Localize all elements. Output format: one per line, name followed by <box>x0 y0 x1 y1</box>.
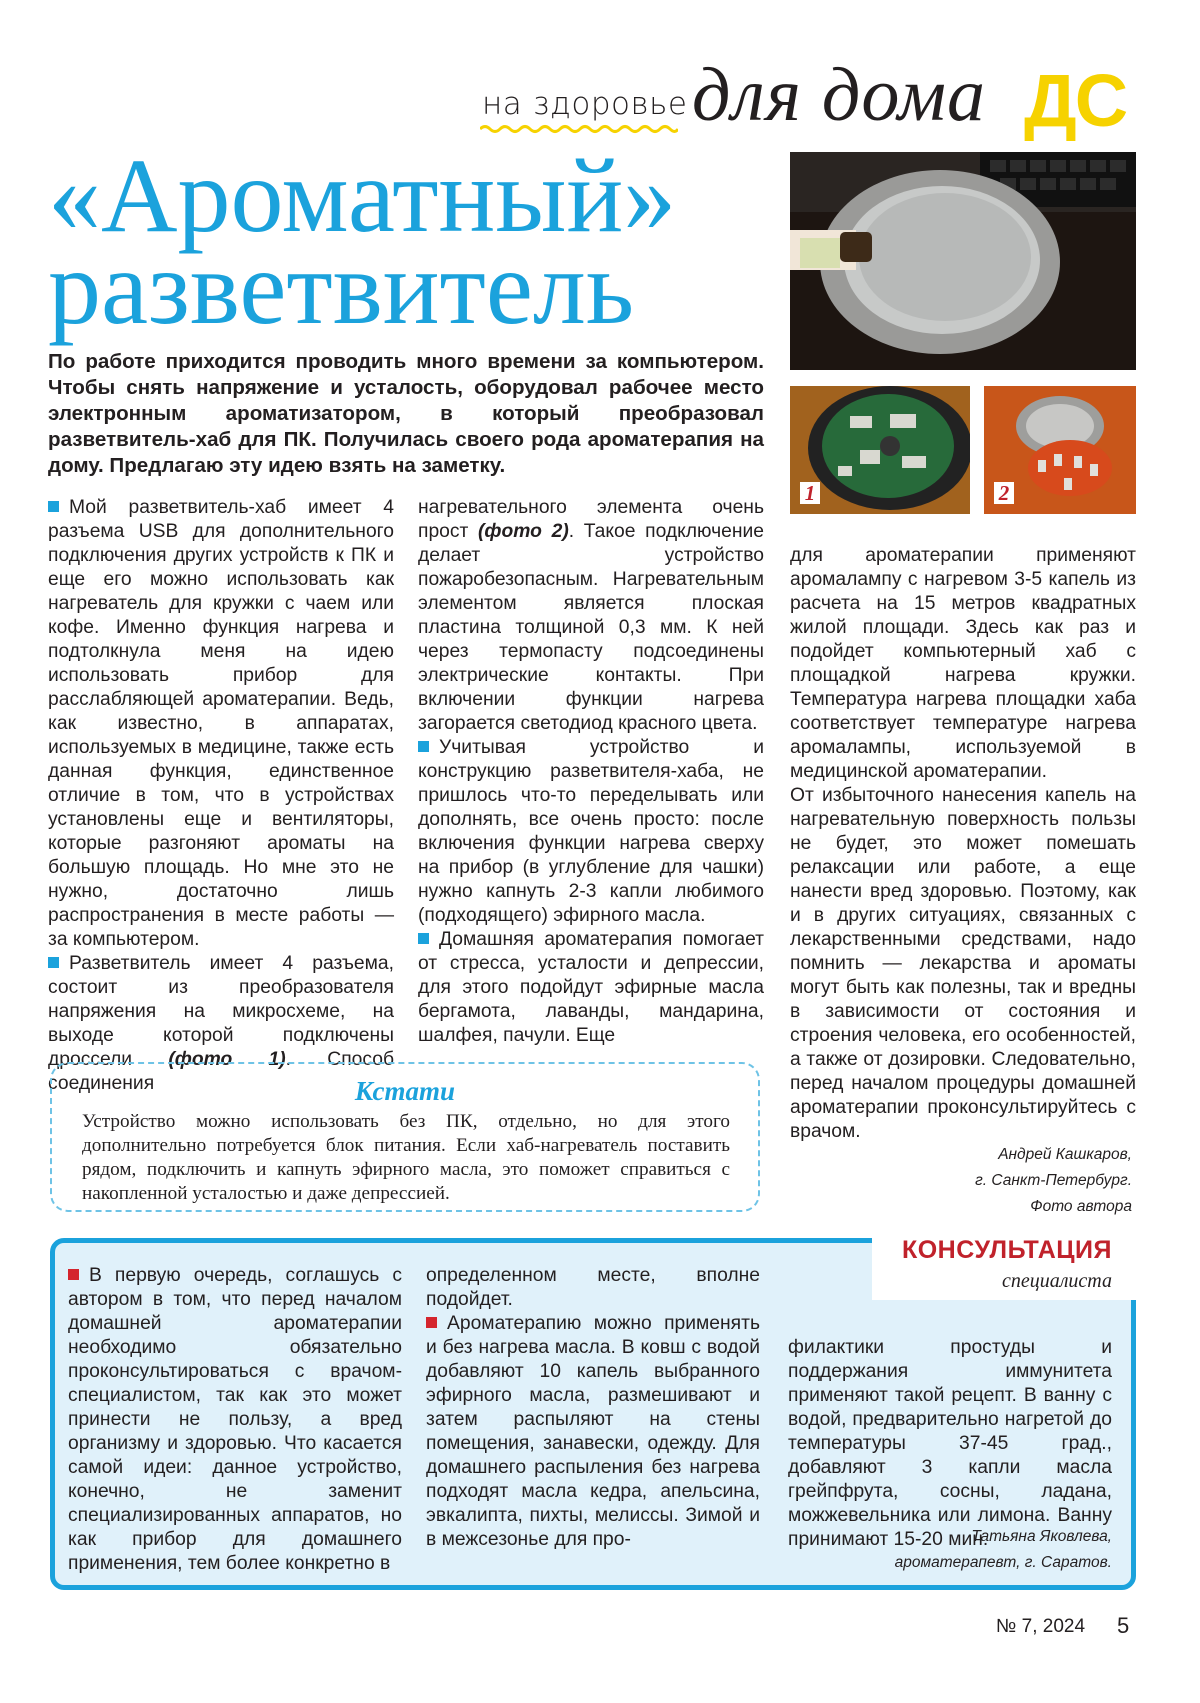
author-signature <box>790 1142 1132 1220</box>
body-column-3 <box>790 544 1136 1144</box>
bullet-square-icon <box>48 501 59 512</box>
bullet-square-icon <box>48 957 59 968</box>
paragraph: От избыточного нанесения капель на нагревательную поверхность пользы не будет, это может помешать релаксации или работе, а еще нанести вред здоровью. Поэтому, как и в других ситуациях, связанных с лекарственными средствами, надо помнить — лекарства и ароматы могут быть как полезны, так и вредны в зависимости от состояния и строения человека, его особенностей, а также от дозировки. Следовательно, перед началом процедуры домашней ароматерапии проконсультируйтесь с врачом. <box>790 785 1136 1142</box>
wavy-underline <box>480 124 678 134</box>
consultation-subtitle: специалиста <box>1001 1270 1112 1292</box>
title-line-2: разветвитель <box>48 229 635 346</box>
paragraph: филактики простуды и поддержания иммунитета применяют такой рецепт. В ванну с водой, предварительно нагретой до температуры 37-45 град., добавляют 3 капли масла грейпфрута, сосны, ладана, можжевельника или лимона. Ванну принимают 15-20 мин. <box>788 1337 1112 1550</box>
paragraph: Учитывая устройство и конструкцию разветвителя-хаба, не пришлось что-то переделывать или дополнять, все очень просто: после включения функции нагрева сверху на прибор (в углубление для чашки) нужно капнуть 2-3 капли любимого (подходящего) эфирного масла. <box>418 737 764 926</box>
paragraph: нагревательного элемента очень прост (фото 2). Такое подключение делает устройство пожаробезопасным. Нагревательным элементом является плоская пластина толщиной 0,3 мм. К ней через термопасту подсоединены электрические контакты. При включении функции нагрева загорается светодиод красного цвета. <box>418 497 764 734</box>
article-lead: По работе приходится проводить много времени за компьютером. Чтобы снять напряжение и усталость, оборудовал рабочее место электронным ароматизатором, в который преобразовал разветвитель-хаб для ПК. Получилась своего рода ароматерапия на дому. Предлагаю эту идею взять на заметку. <box>48 350 764 477</box>
photo-label-1: 1 <box>800 482 820 504</box>
photo-2 <box>984 386 1136 514</box>
page-number: 5 <box>1117 1613 1130 1638</box>
section-label: на здоровье <box>482 86 688 122</box>
photo-1 <box>790 386 970 514</box>
body-column-1 <box>48 496 394 1096</box>
photo-credit: Фото автора <box>1030 1198 1132 1215</box>
author-name: Андрей Кашкаров, <box>998 1146 1132 1163</box>
photo-reference: (фото 2) <box>478 521 569 542</box>
section-title: для дома <box>692 53 986 137</box>
paragraph: Разветвитель имеет 4 разъема, состоит из преобразователя напряжения на микросхеме, на выходе которой подключены дроссели (фото 1). Способ соединения <box>48 953 394 1094</box>
paragraph: определенном месте, вполне подойдет. <box>426 1265 760 1310</box>
paragraph: Домашняя ароматерапия помогает от стресса, усталости и депрессии, для этого подойдут эфирные масла бергамота, лаванды, мандарина, шалфея, пачули. Еще <box>418 929 764 1046</box>
consultation-column-3 <box>788 1336 1112 1552</box>
paragraph: В первую очередь, соглашусь с автором в том, что перед началом домашней ароматерапии необходимо обязательно проконсультироваться с врачом-специалистом, так как это может принести не пользу, а вред организму и здоровью. Что касается самой идеи: данное устройство, конечно, не заменит специализированных аппаратов, но как прибор для домашнего применения, тем более конкретно в <box>68 1265 402 1574</box>
hub-photo-image <box>790 152 1136 370</box>
body-column-2 <box>418 496 764 1048</box>
photo-label-2: 2 <box>994 482 1014 504</box>
consultation-column-1 <box>68 1264 402 1576</box>
title-line-1: «Ароматный» <box>48 137 677 254</box>
main-photo <box>790 152 1136 370</box>
photo-reference: (фото 1) <box>168 1049 286 1070</box>
bullet-square-icon <box>68 1269 79 1280</box>
kstati-title: Кстати <box>354 1076 456 1106</box>
kstati-text: Устройство можно использовать без ПК, отдельно, но для этого дополнительно потребуется блок питания. Если хаб-нагреватель поставить рядом, подключить и капнуть эфирного масла, это поможет справиться с накопленной усталостью и даже депрессией. <box>82 1111 730 1204</box>
paragraph: для ароматерапии применяют аромалампу с нагревом 3-5 капель из расчета на 15 метров квадратных жилой площади. Здесь как раз и подойдет компьютерный хаб с площадкой нагрева кружки. Температура нагрева площадки хаба соответствует температуре нагрева аромалампы, используемой в медицинской ароматерапии. <box>790 545 1136 782</box>
consultation-title: КОНСУЛЬТАЦИЯ <box>901 1236 1112 1264</box>
consultation-column-2 <box>426 1264 760 1552</box>
paragraph: Ароматерапию можно применять и без нагрева масла. В ковш с водой добавляют 10 капель выбранного эфирного масла, размешивают и затем распыляют на стены помещения, занавески, одежду. Для домашнего распыления без нагрева подходят масла кедра, апельсина, эвкалипта, пихты, мелиссы. Зимой и в межсезонье для про- <box>426 1313 760 1550</box>
bullet-square-icon <box>418 933 429 944</box>
bullet-square-icon <box>426 1317 437 1328</box>
expert-role: ароматерапевт, г. Саратов. <box>894 1554 1112 1571</box>
article-title <box>48 137 788 346</box>
expert-signature <box>790 1524 1112 1576</box>
author-city: г. Санкт-Петербург. <box>975 1172 1132 1189</box>
bullet-square-icon <box>418 741 429 752</box>
paragraph: Мой разветвитель-хаб имеет 4 разъема USB для дополнительного подключения других устройств к ПК и еще его можно использовать как нагреватель для кружки с чаем или кофе. Именно функция нагрева и подтолкнула меня на идею использовать прибор для расслабляющей ароматерапии. Ведь, как известно, в аппаратах, используемых в медицине, также есть данная функция, единственное отличие в том, что в устройствах установлены еще и вентиляторы, которые разгоняют ароматы на большую площадь. Но мне это не нужно, достаточно лишь распространения в месте работы — за компьютером. <box>48 497 394 950</box>
issue-number: № 7, 2024 <box>996 1616 1086 1637</box>
expert-name: Татьяна Яковлева, <box>971 1528 1112 1545</box>
magazine-logo: ДС <box>1024 59 1127 142</box>
